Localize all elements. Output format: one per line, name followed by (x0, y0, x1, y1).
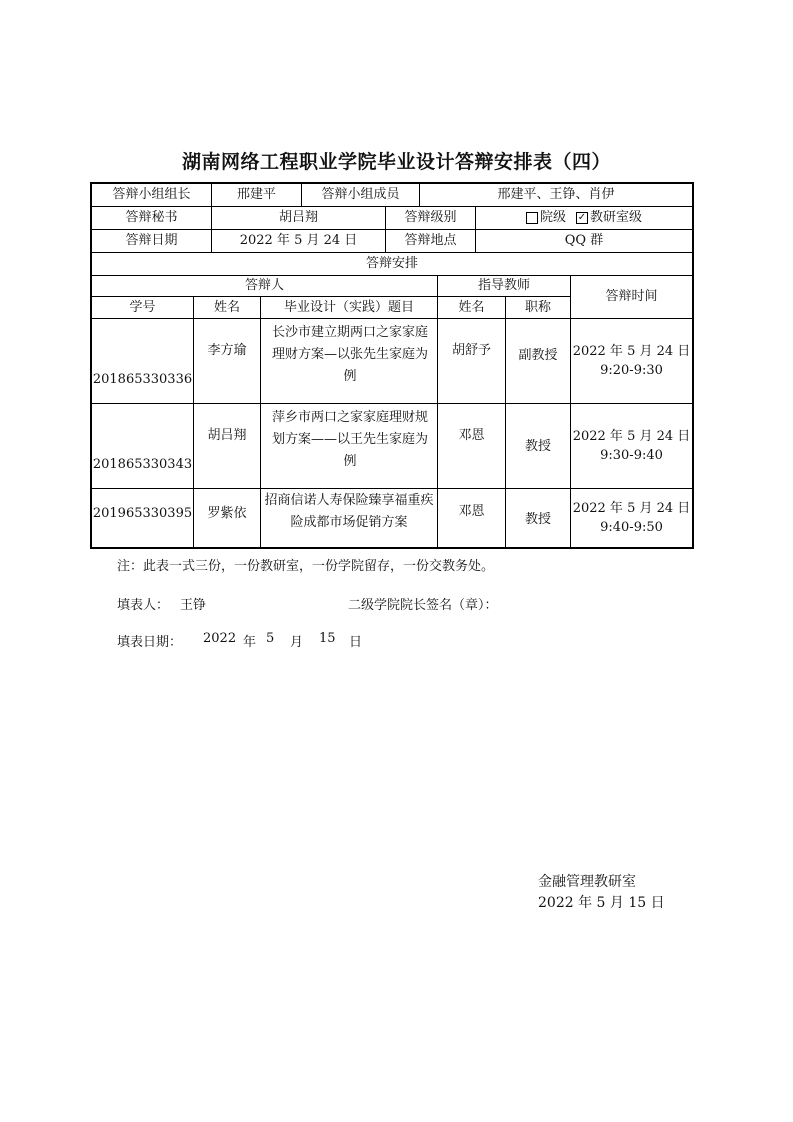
student-id-cell: 201865330336 (92, 372, 193, 387)
time-range-cell: 9:20-9:30 (600, 363, 663, 378)
advisor-name-cell: 胡舒予 (451, 343, 491, 358)
department-level-checkbox: ✓ (577, 212, 587, 223)
advisor-title-cell: 教授 (524, 512, 551, 527)
student-id-cell: 201865330343 (92, 457, 193, 472)
topic-cell: 长沙市建立期两口之家家庭理财方案—以张先生家庭为例 (271, 325, 428, 384)
secretary-value: 胡吕翔 (278, 210, 318, 225)
fill-date-label: 填表日期： (117, 635, 183, 650)
place-value: QQ 群 (564, 233, 604, 248)
place-label: 答辩地点 (404, 233, 457, 248)
note-text: 注：此表一式三份，一份教研室，一份学院留存，一份交教务处。 (117, 559, 495, 574)
time-date-cell: 2022 年 5 月 24 日 (572, 429, 691, 444)
defender-header: 答辩人 (244, 278, 284, 293)
level-options (476, 207, 692, 229)
year-char: 年 (243, 635, 257, 650)
fill-month: 5 (266, 631, 275, 646)
time-range-cell: 9:30-9:40 (600, 448, 663, 463)
secretary-label: 答辩秘书 (125, 210, 178, 225)
advisor-name-header: 姓名 (458, 299, 485, 315)
time-header: 答辩时间 (605, 289, 658, 304)
leader-label: 答辩小组组长 (112, 187, 191, 202)
date-label: 答辩日期 (125, 233, 178, 248)
arrangement-table (90, 182, 694, 549)
month-char: 月 (290, 635, 304, 650)
advisor-title-cell: 副教授 (518, 348, 558, 363)
advisor-name-cell: 邓恩 (458, 504, 485, 519)
topic-cell: 萍乡市两口之家家庭理财规划方案——以王先生家庭为例 (271, 410, 428, 469)
time-date-cell: 2022 年 5 月 24 日 (572, 501, 691, 516)
members-value: 邢建平、王铮、肖伊 (497, 187, 615, 202)
student-id-cell: 201965330395 (92, 506, 193, 521)
topic-cell: 招商信诺人寿保险臻享福重疾险成都市场促销方案 (264, 493, 434, 530)
day-char: 日 (349, 635, 363, 650)
advisor-header: 指导教师 (477, 278, 530, 293)
student-name-cell: 胡吕翔 (207, 428, 247, 443)
fill-day: 15 (319, 631, 336, 646)
page-title: 湖南网络工程职业学院毕业设计答辩安排表（四） (181, 151, 611, 173)
footer-org: 金融管理教研室 (538, 874, 636, 890)
topic-header: 毕业设计（实践）题目 (283, 299, 414, 315)
dean-signature-label: 二级学院院长签名（章）： (348, 598, 498, 613)
level-label: 答辩级别 (404, 210, 457, 225)
section-title: 答辩安排 (365, 256, 418, 271)
college-level-label: 院级 (539, 210, 566, 225)
date-value: 2022 年 5 月 24 日 (239, 233, 358, 248)
members-label: 答辩小组成员 (321, 187, 400, 202)
time-date-cell: 2022 年 5 月 24 日 (572, 344, 691, 359)
student-name-cell: 李方瑜 (207, 343, 247, 358)
advisor-title-cell: 教授 (524, 439, 551, 454)
college-level-checkbox (526, 212, 538, 224)
filler-label: 填表人： (117, 598, 170, 613)
footer-date: 2022 年 5 月 15 日 (538, 895, 665, 911)
advisor-name-cell: 邓恩 (458, 428, 485, 443)
filler-name: 王铮 (180, 598, 207, 613)
leader-value: 邢建平 (236, 187, 276, 202)
department-level-label: 教研室级 (590, 210, 643, 225)
student-name-cell: 罗紫依 (207, 506, 247, 521)
name-header: 姓名 (213, 299, 240, 315)
advisor-title-header: 职称 (524, 299, 551, 315)
student-id-header: 学号 (129, 299, 156, 315)
time-range-cell: 9:40-9:50 (600, 520, 663, 535)
fill-year: 2022 (203, 631, 237, 646)
